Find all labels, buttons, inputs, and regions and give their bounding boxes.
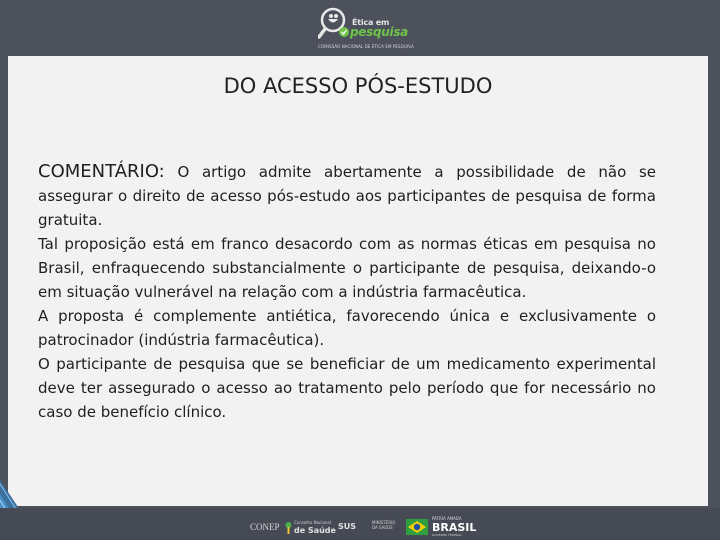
sus-logo: SUS (338, 522, 357, 531)
comment-paragraph (38, 160, 656, 232)
comment-text-2: Tal proposição está em franco desacordo com as normas éticas em pesquisa no Brasil, enfraquecendo substancialmente o participante de pesquisa, deixando-o em situação vulnerável na relação com a indústria farmacêutica. (38, 235, 656, 301)
cns-logo (284, 518, 336, 538)
brasil-bottom-text: GOVERNO FEDERAL (432, 533, 462, 537)
magnifier-heart-icon (318, 6, 352, 40)
cns-emblem-icon (284, 521, 293, 535)
content-card (8, 56, 708, 506)
brasil-top-text: PÁTRIA AMADA (432, 516, 462, 521)
brasil-flag-icon (406, 519, 428, 535)
ministerio-logo: MINISTÉRIO DA SAÚDE (372, 520, 396, 530)
conep-logo: CONEP (250, 522, 280, 532)
comment-body (38, 160, 656, 424)
etica-em-pesquisa-logo (312, 4, 412, 52)
footer (0, 508, 720, 540)
logo-tagline: COMISSÃO NACIONAL DE ÉTICA EM PESQUISA (318, 44, 414, 49)
cns-line1: Conselho Nacional (294, 520, 331, 525)
comment-text-1: O artigo admite abertamente a possibilidade de não se assegurar o direito de acesso pós-estudo aos participantes de pesquisa de forma gratuita. (38, 163, 656, 229)
brasil-logo (406, 516, 477, 538)
logo-word-etica: Ética em (352, 18, 390, 27)
logo-word-pesquisa: pesquisa (350, 25, 408, 39)
comment-text-4: O participante de pesquisa que se beneficiar de um medicamento experimental deve ter assegurado o acesso ao tratamento pelo período que for necessário no caso de benefício clínico. (38, 355, 656, 421)
comment-label: COMENTÁRIO: (38, 161, 165, 182)
header (0, 0, 720, 56)
comment-text-3: A proposta é complemente antiética, favorecendo única e exclusivamente o patrocinador (indústria farmacêutica). (38, 307, 656, 349)
footer-logos (250, 516, 480, 538)
cns-line2: de Saúde (294, 526, 336, 535)
slide-title: DO ACESSO PÓS-ESTUDO (223, 74, 493, 98)
brasil-text: BRASIL (432, 521, 477, 534)
